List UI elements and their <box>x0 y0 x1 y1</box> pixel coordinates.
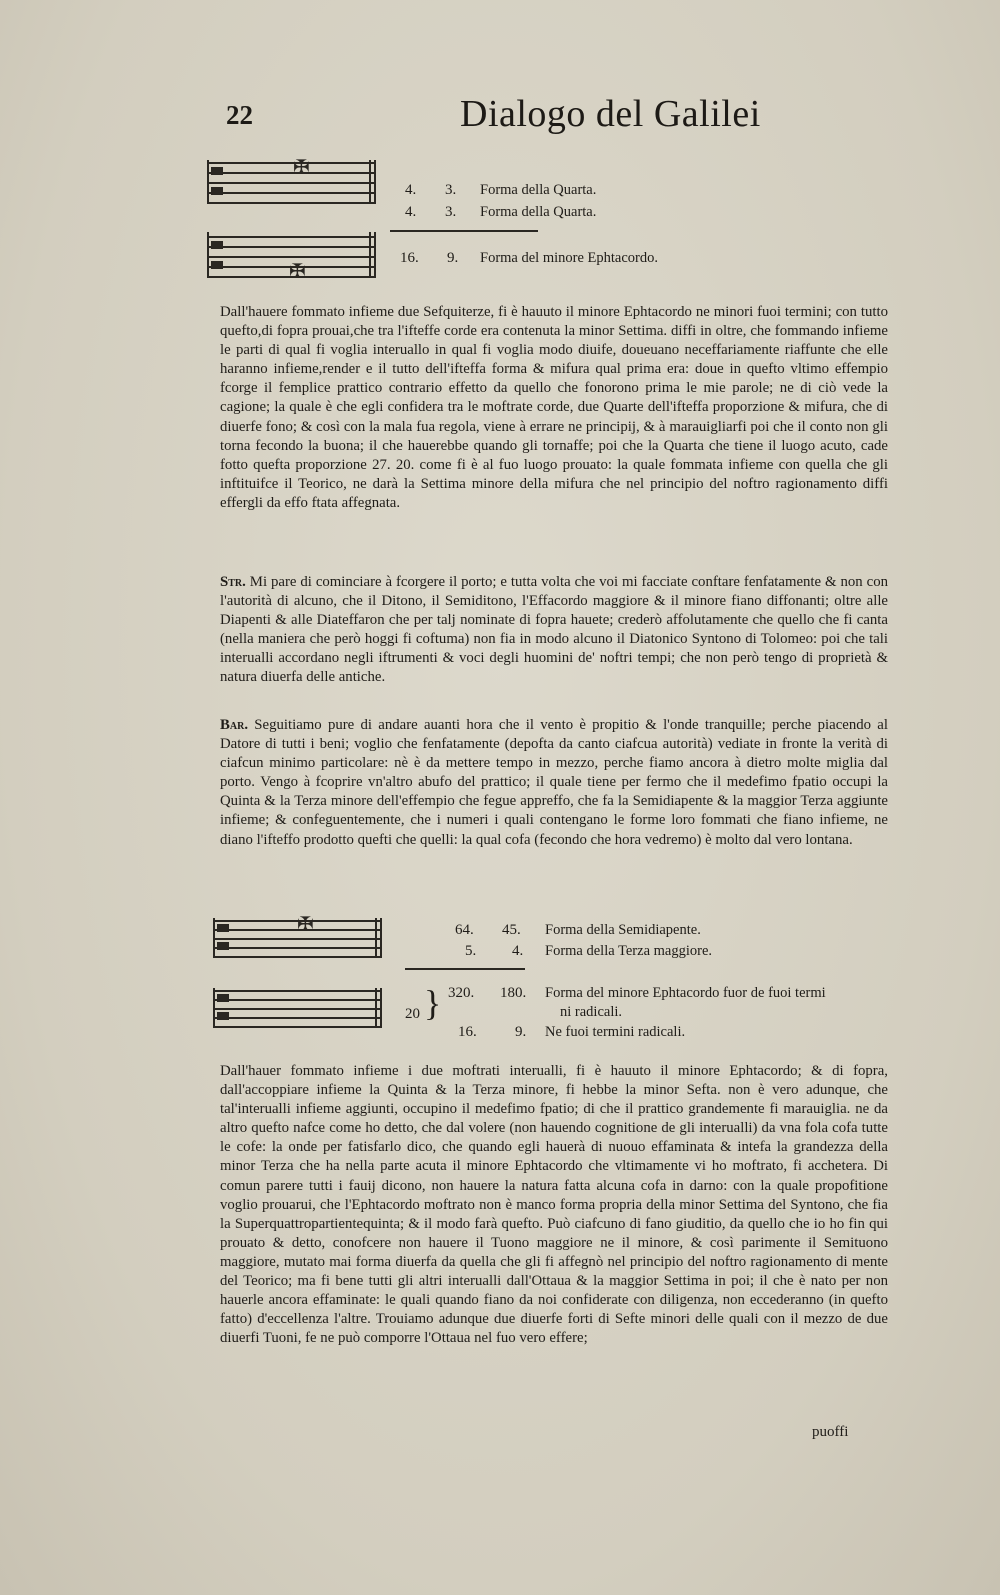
ratio-term: 3. <box>445 182 457 198</box>
ratio-label: Forma della Terza maggiore. <box>545 943 713 959</box>
breve-note <box>217 994 229 1002</box>
ratio-label: Forma della Quarta. <box>480 204 597 220</box>
speaker-label: Str. <box>220 574 246 590</box>
reduction-factor: 20 <box>405 1006 420 1022</box>
ratio-label: Forma del minore Ephtacordo. <box>480 250 658 266</box>
music-staff-2 <box>207 232 375 284</box>
running-title: Dialogo del Galilei <box>460 93 761 135</box>
ratio-term: 16. <box>458 1024 477 1040</box>
paragraph-2 <box>220 573 888 688</box>
paragraph-4: Dall'hauer fommato infieme i due moftrati interualli, fi è hauuto il minore Ephtacordo; & di fopra, dall'accoppiare infieme la Quinta & la Terza minore, fi hebbe la minor Sefta. non è vero adunque, che tal'interualli infieme aggiunti, occupino il medefimo fpatio; di che il prattico grandemente fi marauiglia. ne da altro quefto nafce come ho detto, che dal volere (non hauendo cognitione de gli interualli) da vna fola cofa tutte le cofe: la onde per fatisfarlo dico, che quando egli hauerà di nuouo effaminata & intefa la grandezza della minor Terza che ha nella parte acuta il minore Ephtacordo che vltimamente vi ho moftrato, fi acchetera. Di comun parere tutti i fauij dicono, non hauere la natura fatta alcuna cofa in darno: con la quale propofitione voglio prouarui, che l'Ephtacordo moftrato non è manco forma propria della minor Settima del Syntono, che fia la Superquattropartientequinta; & il modo farà quefto. Può ciafcuno di fano giuditio, da quello che io ho fin qui prouato & detto, conofcere non hauere il Tuono maggiore ne il minore, & così parimente il Semituono maggiore, mutato mai forma diuerfa da quella che gli fi affegnò nel principio del noftro ragionamento di mente del Teorico; ma fi bene tutti gli altri interualli dall'Ottaua & la maggior Settima in poi; il che è nato per non hauerle ancora effaminate: le quali quando fiano da noi confiderate con diligenza, non eccederanno (in quefto fatto) d'eccellenza l'altre. Trouiamo adunque due diuerfe forti di Sefte minori delle quali con il mezzo de due diuerfi Tuoni, fe ne può comporre l'Ottaua nel fuo vero effere; <box>220 1063 888 1347</box>
breve-note <box>217 942 229 950</box>
ratio-term: 45. <box>502 922 521 938</box>
clef-icon: ✠ <box>289 261 306 283</box>
clef-icon: ✠ <box>293 157 310 179</box>
ratio-term: 3. <box>445 204 457 220</box>
breve-note <box>211 261 223 269</box>
music-staff-1 <box>207 157 375 210</box>
breve-note <box>217 924 229 932</box>
ratio-term: 180. <box>500 985 527 1001</box>
ratio-term: 64. <box>455 922 474 938</box>
ratio-term: 5. <box>465 943 477 959</box>
ratio-term: 9. <box>447 250 459 266</box>
breve-note <box>217 1012 229 1020</box>
ratio-term: 4. <box>405 182 417 198</box>
breve-note <box>211 187 223 195</box>
page-number: 22 <box>226 100 253 130</box>
paragraph-2-text: Mi pare di cominciare à fcorgere il porto; e tutta volta che voi mi facciate conftare fenfatamente & non con l'autorità di alcuno, che il Ditono, il Semiditono, l'Effacordo maggiore & il minore fiano diffonanti; oltre alle Diapenti & alle Diateffaron che per talj nominate di fopra hauete; crederò affolutamente che quello che fi canta (nella maniera che però hoggi fi coftuma) non fia in modo alcuno il Diatonico Syntono di Tolomeo: poi che tali interualli accordano negli iftrumenti & voci degli huomini de' noftri tempi; che non però tengo di proprietà & natura diuerfa delle antiche. <box>220 574 888 686</box>
music-staff-4 <box>213 988 381 1034</box>
paragraph-3-text: Seguitiamo pure di andare auanti hora che il vento è propitio & l'onde tranquille; perche piacendo al Datore di tutti i beni; voglio che fenfatamente (depofta da canto ciafcua autorità) vediate in fronte la verità di ciafcun minimo particolare: nè è da mettere tempo in mezzo, perche fiamo ancora à dietro molte miglia dal porto. Vengo à fcoprire vn'altro abufo del prattico; il quale tiene per fermo che il medefimo fpatio occupi la Quinta & la Terza minore dell'effempio che fegue appreffo, che fa la Semidiapente & la maggior Terza aggiunte infieme; & confeguentemente, che i numeri i quali contengano le forme loro fommati che fiano infieme, ne diano l'ifteffo prodotto quefti che quelli: la qual cofa (fecondo che hora vedremo) è molto dal vero lontana. <box>220 717 888 848</box>
ratio-label: Forma della Quarta. <box>480 182 597 198</box>
ratio-label: Ne fuoi termini radicali. <box>545 1024 686 1040</box>
clef-icon: ✠ <box>297 914 314 936</box>
brace-icon: } <box>424 983 442 1023</box>
catchword: puoffi <box>812 1424 849 1440</box>
ratio-term: 16. <box>400 250 419 266</box>
speaker-label: Bar. <box>220 717 249 733</box>
sum-rule <box>405 968 525 970</box>
ratio-term: 4. <box>512 943 524 959</box>
ratio-label: Forma della Semidiapente. <box>545 922 701 938</box>
breve-note <box>211 167 223 175</box>
sum-rule <box>390 230 538 232</box>
ratio-term: 9. <box>515 1024 527 1040</box>
paragraph-3 <box>220 716 888 850</box>
breve-note <box>211 241 223 249</box>
ratio-term: 4. <box>405 204 417 220</box>
music-staff-3 <box>213 914 381 964</box>
ratio-label: ni radicali. <box>560 1004 623 1020</box>
ratio-term: 320. <box>448 985 475 1001</box>
ratio-label: Forma del minore Ephtacordo fuor de fuoi termi <box>545 985 826 1001</box>
paragraph-1: Dall'hauere fommato infieme due Sefquiterze, fi è hauuto il minore Ephtacordo ne minori fuoi termini; con tutto quefto,di fopra prouai,che tra l'ifteffe corde era contenuta la minor Settima. diffi in oltre, che fommando infieme le parti di qual fi voglia interuallo in qual fi voglia modo diuife, doueuano neceffariamente riaffunte che elle haranno infieme,render e il tutto dell'ifteffa forma & mifura qual prima era: doue in quefto vltimo effempio fcorge il femplice prattico contrario effetto da quello che fonorono prima le mie parole; ne di ciò vede la cagione; la quale è che egli confidera tra le moftrate corde, due Quarte dell'ifteffa proporzione & mifura, che di diuerfe fono; & così con la mala fua regola, viene à errare ne principij, & à marauigliarfi poi che il conto non gli torna fecondo la buona; il che hauerebbe quando gli tornaffe; poi che la Quarta che tiene il luogo acuto, cade fotto quefta proporzione 27. 20. come fi è al fuo luogo prouato: la quale fommata infieme con quella che gli inftituifce il Teorico, ne darà la Settima minore della mifura che nel principio del noftro ragionamento diffi effergli da effo ftata affegnata. <box>220 304 888 511</box>
